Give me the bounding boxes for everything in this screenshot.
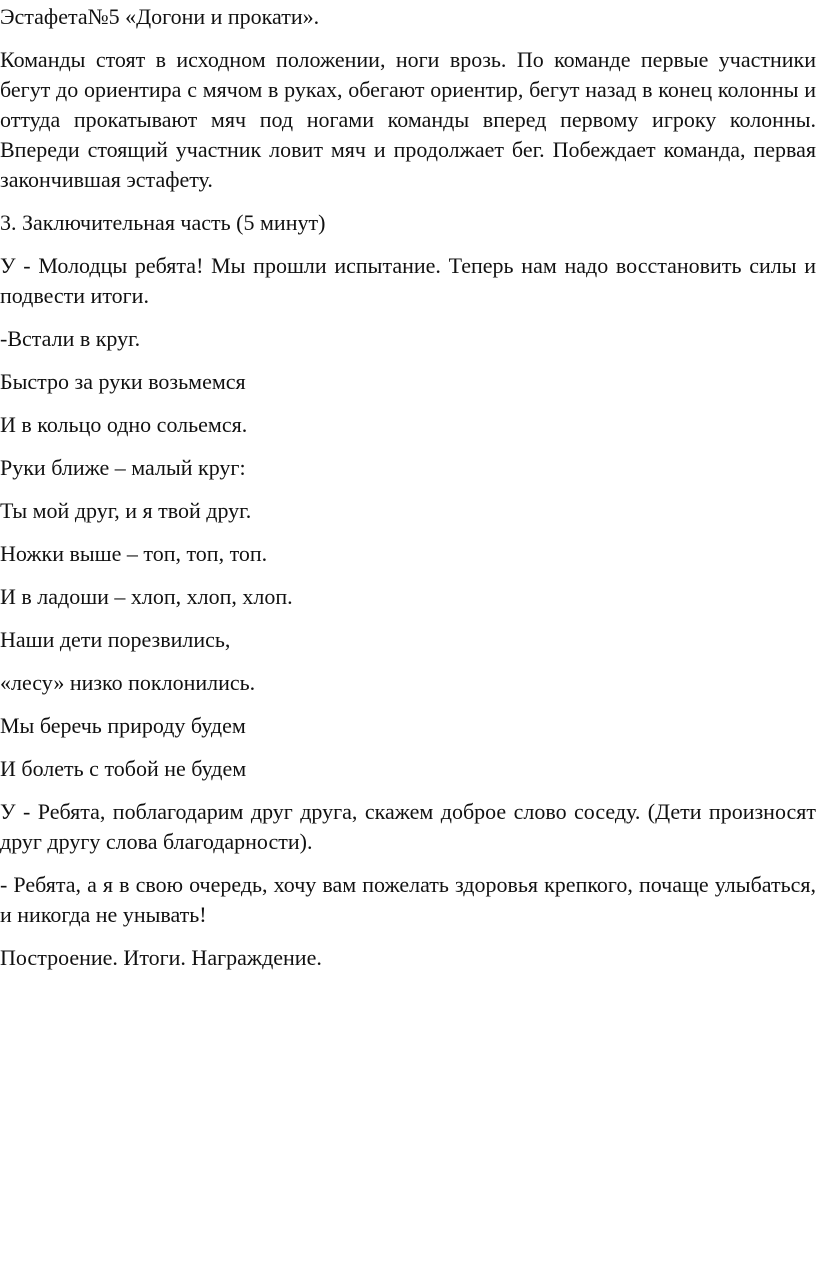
teacher-wishes: - Ребята, а я в свою очередь, хочу вам пожелать здоровья крепкого, почаще улыбаться, и никогда не унывать! (0, 872, 816, 927)
teacher-thanks: У - Ребята, поблагодарим друг друга, скажем доброе слово соседу. (Дети произносят друг другу слова благодарности). (0, 799, 816, 854)
relay-description: Команды стоят в исходном положении, ноги врозь. По команде первые участники бегут до ориентира с мячом в руках, обегают ориентир, бегут назад в конец колонны и оттуда прокатывают мяч под ногами команды вперед первому игроку колонны. Впереди стоящий участник ловит мяч и продолжает бег. Побеждает команда, первая закончившая эстафету. (0, 47, 816, 192)
teacher-praise: У - Молодцы ребята! Мы прошли испытание. Теперь нам надо восстановить силы и подвести итоги. (0, 253, 816, 308)
section-heading-final-part: 3. Заключительная часть (5 минут) (0, 210, 326, 235)
relay-title: Эстафета№5 «Догони и прокати». (0, 4, 320, 29)
poem-line-2: И в кольцо одно сольемся. (0, 412, 248, 437)
poem-line-1: Быстро за руки возьмемся (0, 369, 246, 394)
poem-line-8: «лесу» низко поклонились. (0, 670, 256, 695)
instruction-circle: -Встали в круг. (0, 326, 141, 351)
poem-line-5: Ножки выше – топ, топ, топ. (0, 541, 268, 566)
closing-line: Построение. Итоги. Награждение. (0, 945, 322, 970)
poem-line-4: Ты мой друг, и я твой друг. (0, 498, 252, 523)
poem-line-9: Мы беречь природу будем (0, 713, 246, 738)
poem-line-7: Наши дети порезвились, (0, 627, 231, 652)
poem-line-10: И болеть с тобой не будем (0, 756, 247, 781)
poem-line-3: Руки ближе – малый круг: (0, 455, 246, 480)
poem-line-6: И в ладоши – хлоп, хлоп, хлоп. (0, 584, 293, 609)
